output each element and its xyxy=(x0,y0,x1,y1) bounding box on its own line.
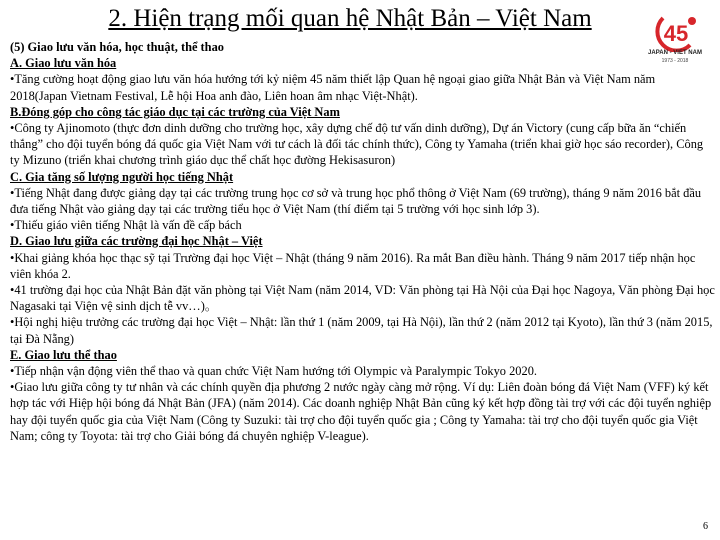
bullet-paragraph: •Hội nghị hiệu trưởng các trường đại học Việt – Nhật: lần thứ 1 (năm 2009, tại Hà Nội), lần thứ 2 (năm 2012 tại Kyoto), lần thứ 3 (năm 2015, tại Đà Nẵng) xyxy=(10,315,713,346)
slide-title: 2. Hiện trạng mối quan hệ Nhật Bản – Việt Nam xyxy=(108,5,592,32)
bullet-paragraph: •Tăng cường hoạt động giao lưu văn hóa hướng tới kỷ niệm 45 năm thiết lập Quan hệ ngoại giao giữa Nhật Bản và Việt Nam năm 2018(Japan Vietnam Festival, Lễ hội Hoa anh đào, Liên hoan âm nhạc Việt-Nhật). xyxy=(10,72,656,103)
bullet-paragraph: •Công ty Ajinomoto (thực đơn dinh dưỡng cho trường học, xây dựng chế độ tư vấn dinh dưỡng), Dự án Victory (cung cấp bữa ăn “chiến thắng” cho đội tuyển bóng đá quốc gia Việt Nam với tư cách là đối tác chính thức), Công ty Yamaha (triển khai giờ học sáo recorder), Công ty Mizuno (triển khai chương trình giáo dục thể chất học đường Hekisasuron) xyxy=(10,121,704,168)
content-body xyxy=(10,39,715,444)
subsection-heading: B.Đóng góp cho công tác giáo dục tại các trường của Việt Nam xyxy=(10,104,340,119)
bullet-paragraph: •41 trường đại học của Nhật Bản đặt văn phòng tại Việt Nam (năm 2014, VD: Văn phòng tại Hà Nội của Đại học Nagoya, Văn phòng Đại học Nagasaki tại Viện vệ sinh dịch tễ vv…)。 xyxy=(10,283,715,314)
logo-caption: JAPAN - VIET NAM xyxy=(648,50,702,56)
bullet-paragraph: •Thiếu giáo viên tiếng Nhật là vấn đề cấp bách xyxy=(10,218,242,233)
bullet-paragraph: •Tiếp nhận vận động viên thể thao và quan chức Việt Nam hướng tới Olympic và Paralympic Tokyo 2020. xyxy=(10,364,537,379)
page-number: 6 xyxy=(703,521,708,532)
logo-years: 1973 - 2018 xyxy=(661,58,689,64)
subsection-heading: E. Giao lưu thể thao xyxy=(10,347,117,362)
bullet-paragraph: •Tiếng Nhật đang được giảng dạy tại các trường trung học cơ sở và trung học phổ thông ở Việt Nam (69 trường), tháng 9 năm 2016 bắt đầu đưa tiếng Nhật vào giảng dạy tại các trường tiểu học ở Việt Nam (thí điểm tại 5 trường với học sinh lớp 3). xyxy=(10,185,702,217)
bullet-paragraph: •Khai giảng khóa học thạc sỹ tại Trường đại học Việt – Nhật (tháng 9 năm 2016). Ra mắt Ban điều hành. Tháng 9 năm 2017 tiếp nhận học viên khóa 2. xyxy=(10,250,696,281)
bullet-paragraph: •Giao lưu giữa công ty tư nhân và các chính quyền địa phương 2 nước ngày càng mở rộng. Ví dụ: Liên đoàn bóng đá Việt Nam (VFF) ký kết hợp tác với Hiệp hội bóng đá Nhật Bản (JFA) (năm 2014). Các doanh nghiệp Nhật Bản cũng ký kết hợp đồng tài trợ với các đội tuyển nghiệp hay đội tuyển quốc gia của Việt Nam (Công ty Suzuki: tài trợ cho đội tuyển quốc gia ; Công ty Yamaha: tài trợ cho đội tuyển quốc gia Việt Nam; công ty Toyota: tài trợ cho Giải bóng đá chuyên nghiệp V-league). xyxy=(10,380,712,443)
section-title: (5) Giao lưu văn hóa, học thuật, thể thao xyxy=(10,40,224,54)
logo-number: 45 xyxy=(663,21,689,46)
subsection-heading: A. Giao lưu văn hóa xyxy=(10,56,117,71)
subsection-heading: C. Gia tăng số lượng người học tiếng Nhật xyxy=(10,169,234,184)
subsection-heading: D. Giao lưu giữa các trường đại học Nhật – Việt xyxy=(10,234,263,249)
